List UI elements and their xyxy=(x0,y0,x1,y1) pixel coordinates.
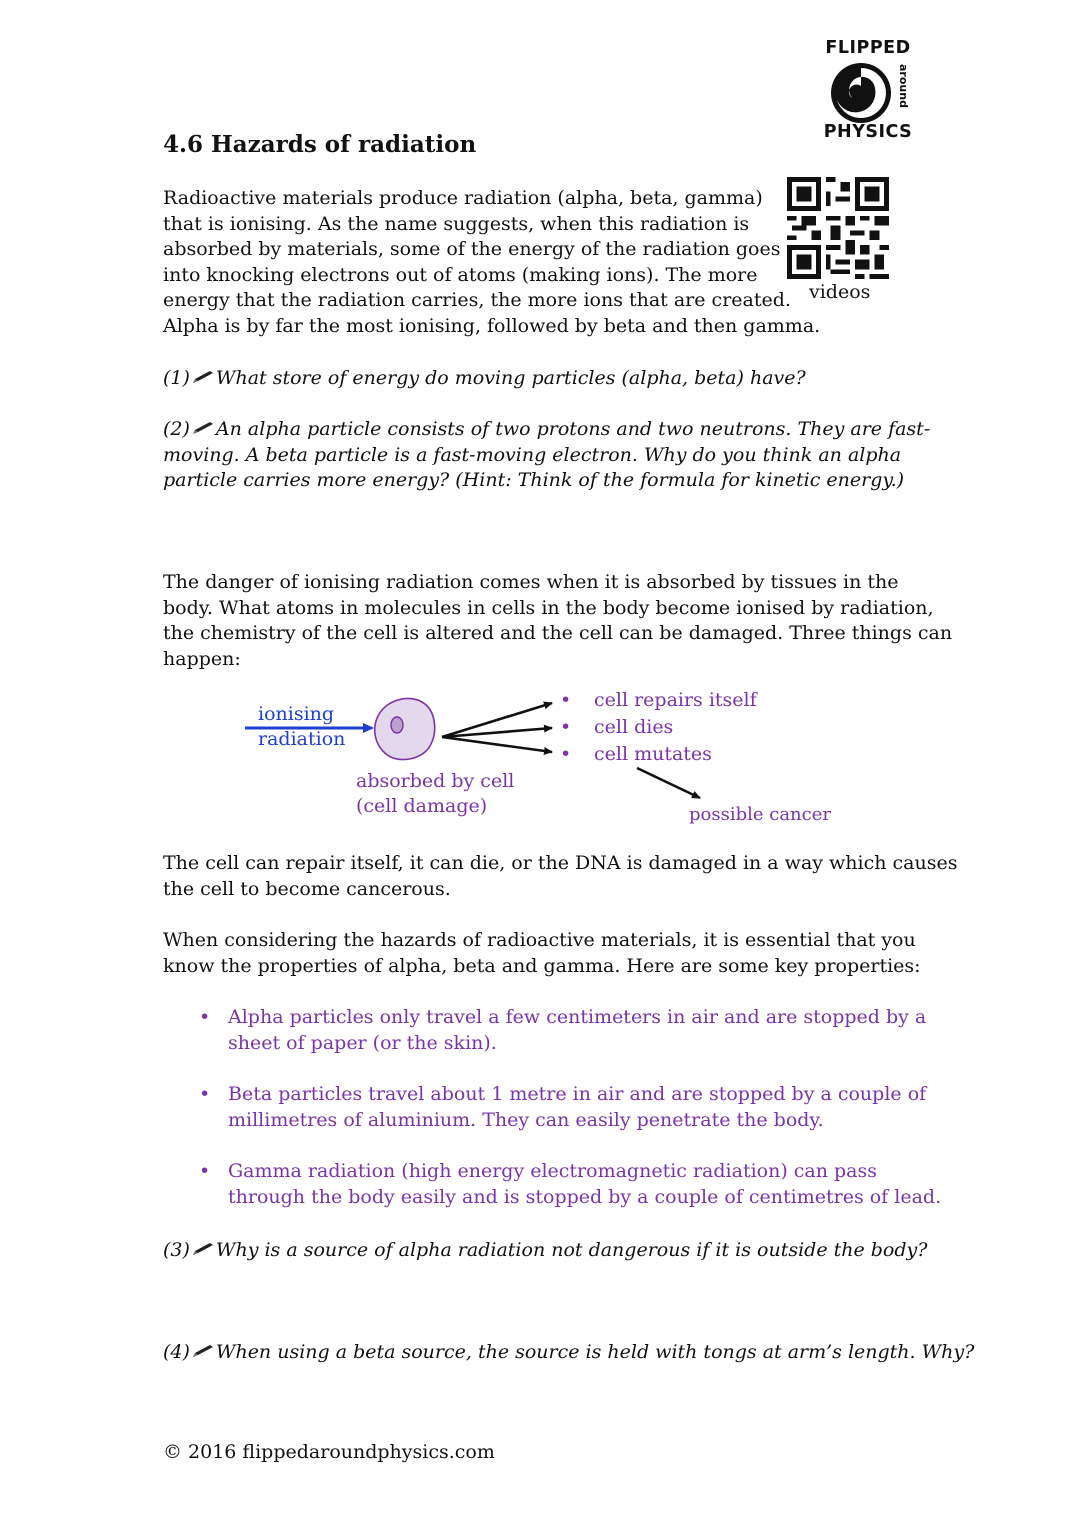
question-3 xyxy=(163,1238,927,1264)
list-item: • Beta particles travel about 1 metre in air and are stopped by a couple of millimetres of aluminium. They can easily penetrate the body. xyxy=(163,1082,963,1133)
input-label xyxy=(258,702,345,752)
question-number: (1) xyxy=(163,367,190,389)
outcome-label: cell repairs itself xyxy=(594,689,757,711)
question-number: (4) xyxy=(163,1341,190,1363)
repair-paragraph xyxy=(163,851,957,902)
text-line: happen: xyxy=(163,647,241,670)
outcome-label: cell dies xyxy=(594,716,674,738)
text-line: Radioactive materials produce radiation (alpha, beta, gamma) xyxy=(163,187,763,209)
logo-side: around xyxy=(897,64,910,108)
input-label-line: radiation xyxy=(258,728,346,750)
spiral-icon xyxy=(828,60,894,126)
text-line: into knocking electrons out of atoms (making ions). The more xyxy=(163,263,758,286)
question-text: particle carries more energy? (Hint: Think of the formula for kinetic energy.) xyxy=(163,469,905,492)
question-number: (2) xyxy=(163,418,190,440)
cell-shape xyxy=(375,698,435,759)
outcome-label: cell mutates xyxy=(594,743,712,765)
text-line: absorbed by materials, some of the energy of the radiation goes xyxy=(163,238,781,261)
text-line: The cell can repair itself, it can die, or the DNA is damaged in a way which causes xyxy=(163,852,958,874)
properties-list xyxy=(163,1005,963,1237)
page-title: 4.6 Hazards of radiation xyxy=(163,131,477,158)
list-item: • Gamma radiation (high energy electromagnetic radiation) can pass through the body easily and is stopped by a couple of centimetres of lead. xyxy=(163,1159,963,1210)
text-line: that is ionising. As the name suggests, when this radiation is xyxy=(163,212,750,235)
cell-label xyxy=(356,769,514,819)
cancer-arrow xyxy=(637,768,700,798)
list-item-line: millimetres of aluminium. They can easily penetrate the body. xyxy=(228,1108,824,1131)
text-line: body. What atoms in molecules in cells in the body become ionised by radiation, xyxy=(163,596,934,619)
list-item-line: Beta particles travel about 1 metre in air and are stopped by a couple of xyxy=(228,1083,927,1106)
question-text: Why is a source of alpha radiation not dangerous if it is outside the body? xyxy=(215,1239,928,1261)
question-text: When using a beta source, the source is held with tongs at arm’s length. Why? xyxy=(215,1341,975,1363)
cell-damage-diagram xyxy=(0,680,1080,840)
hazards-paragraph xyxy=(163,928,921,979)
list-item-line: Gamma radiation (high energy electromagnetic radiation) can pass xyxy=(228,1160,878,1183)
danger-paragraph xyxy=(163,570,952,672)
text-line: The danger of ionising radiation comes when it is absorbed by tissues in the xyxy=(163,571,899,593)
logo-line2: PHYSICS xyxy=(823,122,913,142)
qr-label: videos xyxy=(809,281,871,303)
pencil-icon xyxy=(191,1241,215,1257)
question-text: An alpha particle consists of two protons and two neutrons. They are fast- xyxy=(215,418,931,440)
question-number: (3) xyxy=(163,1239,190,1261)
outcome-list xyxy=(560,687,757,768)
outcome-arrow xyxy=(442,737,552,752)
text-line: When considering the hazards of radioactive materials, it is essential that you xyxy=(163,929,916,951)
pencil-icon xyxy=(191,420,215,436)
pencil-icon xyxy=(191,1343,215,1359)
question-4 xyxy=(163,1340,974,1366)
question-1 xyxy=(163,366,806,392)
logo xyxy=(818,38,918,146)
input-label-line: ionising xyxy=(258,703,335,725)
intro-paragraph xyxy=(163,186,820,340)
footer-copyright: © 2016 flippedaroundphysics.com xyxy=(163,1441,495,1463)
outcome-item: • cell mutates xyxy=(560,743,712,765)
text-line: the cell to become cancerous. xyxy=(163,877,451,900)
question-text: moving. A beta particle is a fast-moving electron. Why do you think an alpha xyxy=(163,443,902,466)
question-text: What store of energy do moving particles (alpha, beta) have? xyxy=(215,367,806,389)
list-item-line: Alpha particles only travel a few centimeters in air and are stopped by a xyxy=(228,1006,927,1028)
text-line: know the properties of alpha, beta and gamma. Here are some key properties: xyxy=(163,954,921,977)
outcome-item: • cell dies xyxy=(560,716,674,738)
text-line: the chemistry of the cell is altered and the cell can be damaged. Three things can xyxy=(163,622,953,645)
logo-line1: FLIPPED xyxy=(825,38,911,58)
list-item-line: sheet of paper (or the skin). xyxy=(228,1031,497,1054)
text-line: Alpha is by far the most ionising, followed by beta and then gamma. xyxy=(163,314,821,337)
question-2 xyxy=(163,417,930,494)
list-item: • Alpha particles only travel a few centimeters in air and are stopped by a sheet of paper (or the skin). xyxy=(163,1005,963,1056)
consequence-label: possible cancer xyxy=(689,804,831,825)
text-line: energy that the radiation carries, the more ions that are created. xyxy=(163,289,791,312)
diagram-graphics xyxy=(0,680,1080,840)
cell-nucleus xyxy=(391,717,403,733)
list-item-line: through the body easily and is stopped by a couple of centimetres of lead. xyxy=(228,1185,942,1208)
cell-label-line: (cell damage) xyxy=(356,795,488,817)
cell-label-line: absorbed by cell xyxy=(356,770,515,792)
outcome-item: • cell repairs itself xyxy=(560,689,757,711)
pencil-icon xyxy=(191,369,215,385)
